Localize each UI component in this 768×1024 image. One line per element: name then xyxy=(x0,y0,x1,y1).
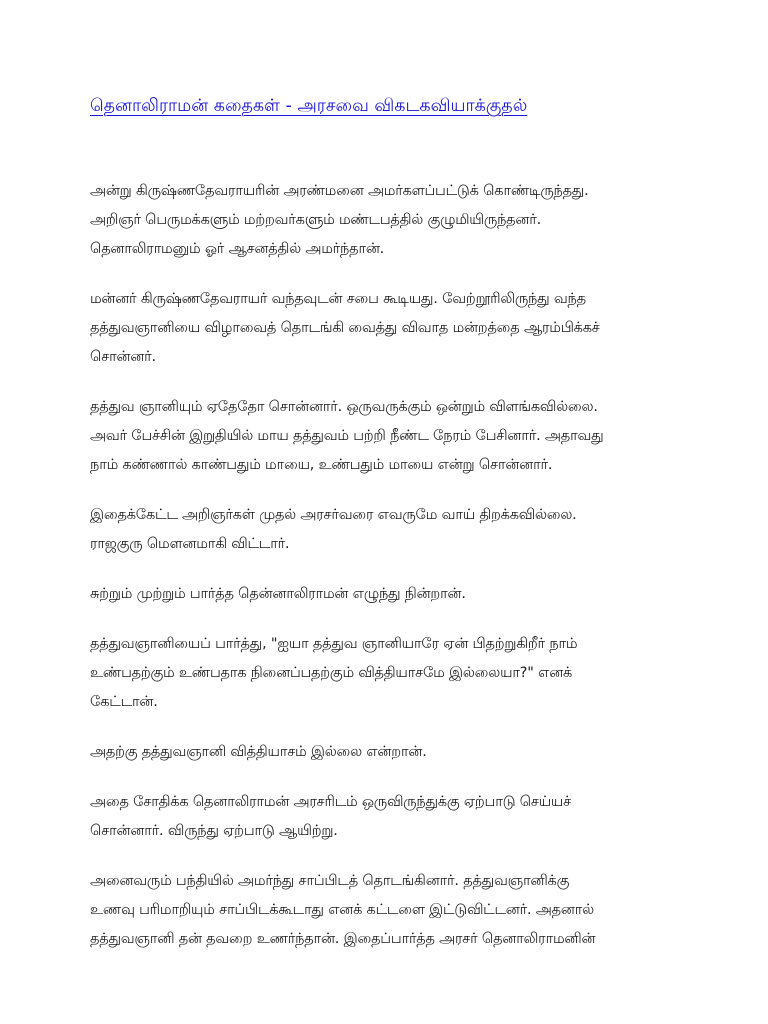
paragraph-line: மன்னர் கிருஷ்ணதேவராயர் வந்தவுடன் சபை கூடியது. வேற்றூரிலிருந்து வந்த xyxy=(90,291,586,307)
paragraph-line: அதை சோதிக்க தெனாலிராமன் அரசரிடம் ஒருவிருந்துக்கு ஏற்பாடு செய்யச் xyxy=(90,794,571,810)
paragraph-line: அன்று கிருஷ்ணதேவராயரின் அரண்மனை அமர்களப்பட்டுக் கொண்டிருந்தது. xyxy=(90,183,589,199)
story-body xyxy=(90,177,728,954)
paragraph-line: தத்துவஞானி தன் தவறை உணர்ந்தான். இதைப்பார்த்த அரசர் தெனாலிராமனின் xyxy=(90,931,596,947)
paragraph-line: சொன்னர். xyxy=(90,349,156,365)
paragraph-line: இதைக்கேட்ட அறிஞர்கள் முதல் அரசர்வரை எவருமே வாய் திறக்கவில்லை. xyxy=(90,507,577,523)
story-paragraph xyxy=(90,630,728,717)
paragraph-line: தத்துவ ஞானியும் ஏதேதோ சொன்னார். ஒருவருக்கும் ஒன்றும் விளங்கவில்லை. xyxy=(90,399,598,415)
story-paragraph xyxy=(90,177,728,264)
paragraph-line: அவர் பேச்சின் இறுதியில் மாய தத்துவம் பற்றி நீண்ட நேரம் பேசினார். அதாவது xyxy=(90,428,604,444)
paragraph-line: தத்துவஞானியைப் பார்த்து, "ஐயா தத்துவ ஞானியாரே ஏன் பிதற்றுகிறீர் நாம் xyxy=(90,636,578,652)
paragraph-line: உண்பதற்கும் உண்பதாக நினைப்பதற்கும் வித்தியாசமே இல்லையா?" எனக் xyxy=(90,665,573,681)
story-paragraph xyxy=(90,393,728,480)
paragraph-line: உணவு பரிமாறியும் சாப்பிடக்கூடாது எனக் கட்டளை இட்டுவிட்டனர். அதனால் xyxy=(90,902,594,918)
paragraph-line: கேட்டான். xyxy=(90,694,158,710)
paragraph-line: தத்துவஞானியை விழாவைத் தொடங்கி வைத்து விவாத மன்றத்தை ஆரம்பிக்கச் xyxy=(90,320,600,336)
story-paragraph xyxy=(90,580,728,609)
paragraph-line: அறிஞர் பெருமக்களும் மற்றவர்களும் மண்டபத்தில் குழுமியிருந்தனர். xyxy=(90,212,542,228)
story-paragraph xyxy=(90,867,728,954)
paragraph-line: அனைவரும் பந்தியில் அமர்ந்து சாப்பிடத் தொடங்கினார். தத்துவஞானிக்கு xyxy=(90,873,570,889)
story-title-link[interactable]: தெனாலிராமன் கதைகள் - அரசவை விகடகவியாக்குதல் xyxy=(90,96,528,116)
paragraph-line: சொன்னார். விருந்து ஏற்பாடு ஆயிற்று. xyxy=(90,823,338,839)
paragraph-line: சுற்றும் முற்றும் பார்த்த தென்னாலிராமன் எழுந்து நின்றான். xyxy=(90,586,466,602)
paragraph-line: தெனாலிராமனும் ஓர் ஆசனத்தில் அமர்ந்தான். xyxy=(90,241,385,257)
paragraph-line: அதற்கு தத்துவஞானி வித்தியாசம் இல்லை என்றான். xyxy=(90,744,427,760)
paragraph-line: நாம் கண்ணால் காண்பதும் மாயை, உண்பதும் மாயை என்று சொன்னார். xyxy=(90,457,553,473)
story-paragraph xyxy=(90,501,728,559)
paragraph-line: ராஜகுரு மௌனமாகி விட்டார். xyxy=(90,536,290,552)
story-paragraph xyxy=(90,788,728,846)
story-paragraph xyxy=(90,738,728,767)
story-paragraph xyxy=(90,285,728,372)
